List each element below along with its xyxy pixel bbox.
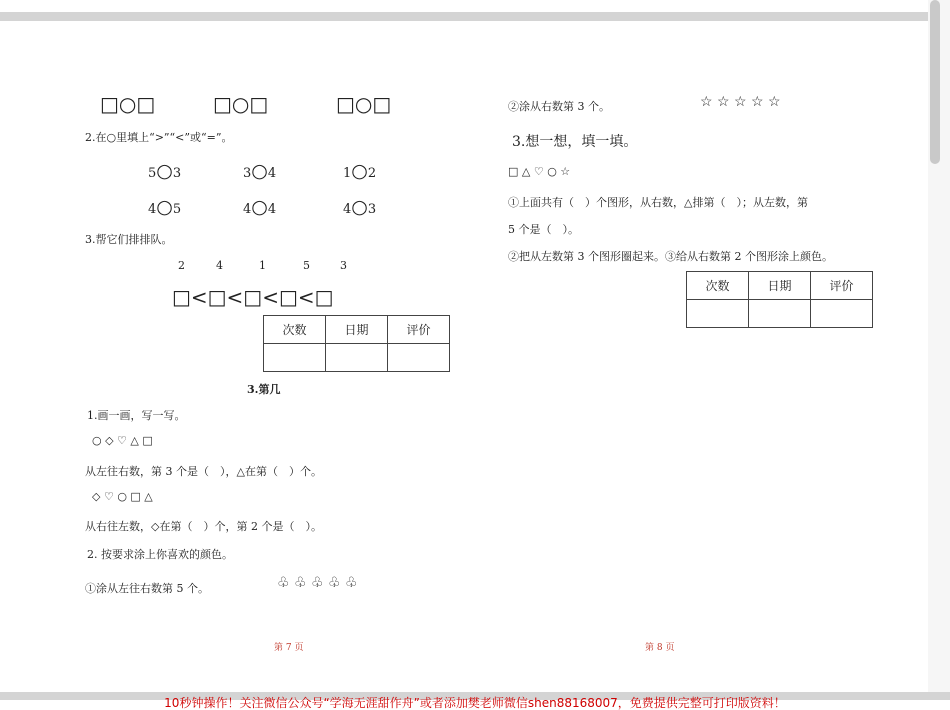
compare-item: 4○3 bbox=[343, 196, 377, 218]
shapes-row-1: ○ ◇ ♡ △ □ bbox=[92, 434, 153, 447]
compare-item: 4○4 bbox=[243, 196, 277, 218]
table-header: 次数 bbox=[264, 316, 326, 344]
blank-circle-icon: ○ bbox=[351, 196, 368, 218]
record-table bbox=[263, 315, 450, 372]
table-header: 日期 bbox=[326, 316, 388, 344]
shapes-row-2: ◇ ♡ ○ □ △ bbox=[92, 490, 153, 503]
table-header: 次数 bbox=[687, 272, 749, 300]
q3-title: 3.想一想，填一填。 bbox=[512, 134, 638, 150]
table-header: 日期 bbox=[749, 272, 811, 300]
shapes-row: □ △ ♡ ○ ☆ bbox=[508, 165, 571, 178]
fill-question-1-line-2: 5 个是（ ）。 bbox=[508, 223, 579, 236]
p1-title: 1.画一画，写一写。 bbox=[87, 409, 186, 422]
table-cell[interactable] bbox=[264, 344, 326, 372]
compare-item: 1○2 bbox=[343, 160, 377, 182]
q2-title: 2.在○里填上“>”“<”或“=”。 bbox=[85, 131, 233, 144]
number-item: 4 bbox=[216, 259, 223, 272]
table-cell[interactable] bbox=[687, 300, 749, 328]
clover-icons: ♧ ♧ ♧ ♧ ♧ bbox=[277, 575, 358, 591]
number-item: 3 bbox=[340, 259, 347, 272]
table-cell[interactable] bbox=[811, 300, 873, 328]
q3-title: 3.帮它们排排队。 bbox=[85, 233, 173, 246]
record-table bbox=[686, 271, 873, 328]
color-task-1: ①涂从左往右数第 5 个。 bbox=[85, 582, 209, 595]
top-divider-bar bbox=[0, 12, 940, 21]
blank-circle-icon: ○ bbox=[251, 196, 268, 218]
blank-circle-icon: ○ bbox=[156, 160, 173, 182]
table-header: 评价 bbox=[388, 316, 450, 344]
box-group-3: □○□ bbox=[336, 92, 392, 116]
fill-question-1-line-1: ①上面共有（ ）个图形，从右数，△排第（ ）；从左数，第 bbox=[508, 196, 808, 209]
color-task-2: ②涂从右数第 3 个。 bbox=[508, 100, 610, 113]
number-item: 2 bbox=[178, 259, 185, 272]
sentence-2: 从右往左数，◇在第（ ）个，第 2 个是（ ）。 bbox=[85, 520, 322, 533]
sort-boxes: □<□<□<□<□ bbox=[172, 285, 334, 309]
number-item: 1 bbox=[259, 259, 266, 272]
blank-circle-icon: ○ bbox=[156, 196, 173, 218]
table-cell[interactable] bbox=[749, 300, 811, 328]
table-header: 评价 bbox=[811, 272, 873, 300]
blank-circle-icon: ○ bbox=[351, 160, 368, 182]
box-group-1: □○□ bbox=[100, 92, 156, 116]
number-item: 5 bbox=[303, 259, 310, 272]
compare-item: 3○4 bbox=[243, 160, 277, 182]
page-number: 第 8 页 bbox=[645, 643, 675, 653]
section-title: 3.第几 bbox=[247, 383, 281, 396]
footer-notice: 10秒钟操作！关注微信公众号“学海无涯甜作舟”或者添加樊老师微信shen88168007，免费提供完整可打印版资料！ bbox=[164, 696, 786, 710]
table-cell[interactable] bbox=[326, 344, 388, 372]
fill-question-2: ②把从左数第 3 个图形圈起来。③给从右数第 2 个图形涂上颜色。 bbox=[508, 250, 833, 263]
page-number: 第 7 页 bbox=[274, 643, 304, 653]
compare-item: 4○5 bbox=[148, 196, 182, 218]
blank-circle-icon: ○ bbox=[251, 160, 268, 182]
p2-title: 2. 按要求涂上你喜欢的颜色。 bbox=[87, 548, 233, 561]
table-cell[interactable] bbox=[388, 344, 450, 372]
star-icons: ☆ ☆ ☆ ☆ ☆ bbox=[700, 94, 781, 110]
sentence-1: 从左往右数，第 3 个是（ ），△在第（ ）个。 bbox=[85, 465, 322, 478]
scrollbar-thumb[interactable] bbox=[930, 0, 940, 164]
box-group-2: □○□ bbox=[213, 92, 269, 116]
compare-item: 5○3 bbox=[148, 160, 182, 182]
